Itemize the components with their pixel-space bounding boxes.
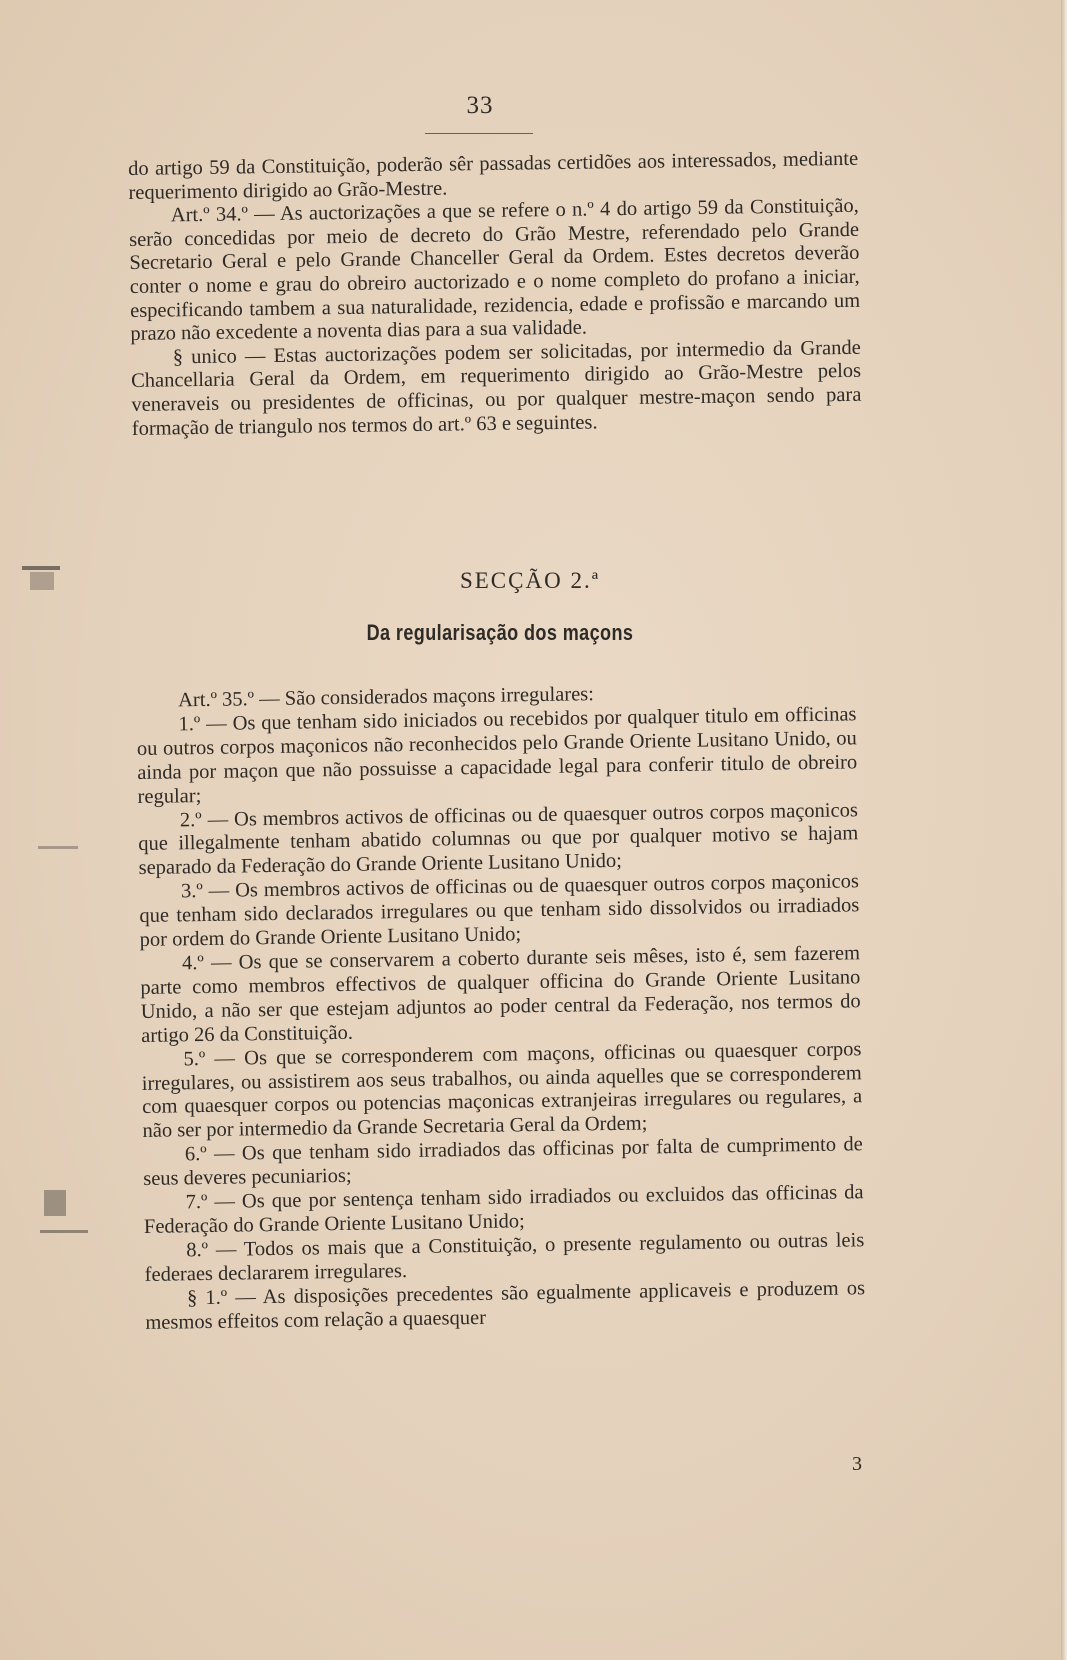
- paragraph: 2.º — Os membros activos de officinas ou de quaesquer outros corpos maçonicos que illegalmente tenham abatido columnas ou que por qualquer motivo se hajam separado da Federação do Grande Oriente Lusitano Unido;: [138, 798, 859, 880]
- margin-mark: [38, 846, 78, 849]
- margin-mark: [40, 1230, 88, 1233]
- paragraph: 5.º — Os que se corresponderem com maçons, officinas ou quaesquer corpos irregulares, ou assistirem aos seus trabalhos, ou ainda aquelles que se corresponderem com quaesquer corpos ou potencias maçonicas extranjeiras irregulares ou regulares, a não ser por intermedio da Grande Secretaria Geral da Ordem;: [141, 1037, 863, 1143]
- section-subtitle: Da regularisação dos maçons: [366, 620, 634, 645]
- paragraph: 7.º — Os que por sentença tenham sido irradiados ou excluidos das officinas da Federação do Grande Oriente Lusitano Unido;: [143, 1181, 864, 1238]
- section-title: SECÇÃO 2.ª: [459, 568, 601, 593]
- paragraph: § unico — Estas auctorizações podem ser solicitadas, por intermedio da Grande Chancellaria Geral da Ordem, em requerimento dirigido ao Grão-Mestre pelos veneraveis ou presidentes de officinas, ou por qualquer mestre-maçon sendo para formação de triangulo nos termos do art.º 63 e seguintes.: [130, 336, 862, 440]
- bottom-text-block: [136, 679, 865, 1335]
- paragraph: § 1.º — As disposições precedentes são egualmente applicaveis e produzem os mesmos effeitos com relação a quaesquer: [145, 1276, 866, 1334]
- page-number: 33: [466, 92, 494, 119]
- top-text-block: [128, 148, 862, 441]
- signature-mark: 3: [852, 1453, 862, 1475]
- paragraph: 3.º — Os membros activos de officinas ou de quaesquer outros corpos maçonicos que tenham sido declarados irregulares ou que tenham sido dissolvidos ou irradiados por ordem do Grande Oriente Lusitano Unido;: [139, 870, 860, 952]
- header-rule: [425, 133, 533, 134]
- margin-mark: [30, 572, 54, 590]
- paragraph: Art.º 34.º — As auctorizações a que se refere o n.º 4 do artigo 59 da Constituição, serão concedidas por meio de decreto do Grão Mestre, referendado pelo Grande Secretario Geral e pelo Grande Chanceller Geral da Ordem. Estes decretos deverão conter o nome e grau do obreiro auctorizado e o nome completo do profano a iniciar, especificando tambem a sua naturalidade, rezidencia, edade e profissão e marcando um prazo não excedente a noventa dias para a sua validade.: [128, 194, 861, 346]
- paragraph: 4.º — Os que se conservarem a coberto durante seis mêses, isto é, sem fazerem parte como membros effectivos de qualquer officina do Grande Oriente Lusitano Unido, a não ser que estejam adjuntos ao poder central da Federação, nos termos do artigo 26 da Constituição.: [140, 942, 861, 1047]
- paragraph: 8.º — Todos os mais que a Constituição, o presente regulamento ou outras leis federaes declararem irregulares.: [144, 1229, 865, 1286]
- margin-mark: [44, 1190, 66, 1216]
- margin-mark: [22, 566, 60, 570]
- paragraph: Art.º 35.º — São considerados maçons irregulares:: [177, 683, 595, 712]
- paragraph: do artigo 59 da Constituição, poderão sêr passadas certidões aos interessados, mediante requerimento dirigido ao Grão-Mestre.: [128, 147, 859, 204]
- page-edge: [1061, 0, 1067, 1660]
- paragraph: 1.º — Os que tenham sido iniciados ou recebidos por qualquer titulo em officinas ou outros corpos maçonicos não reconhecidos pelo Grande Oriente Lusitano Unido, ou ainda por maçon que não possuisse a capacidade legal para conferir titulo de obreiro regular;: [136, 703, 858, 808]
- paragraph: 6.º — Os que tenham sido irradiados das officinas por falta de cumprimento de seus deveres pecuniarios;: [143, 1133, 863, 1191]
